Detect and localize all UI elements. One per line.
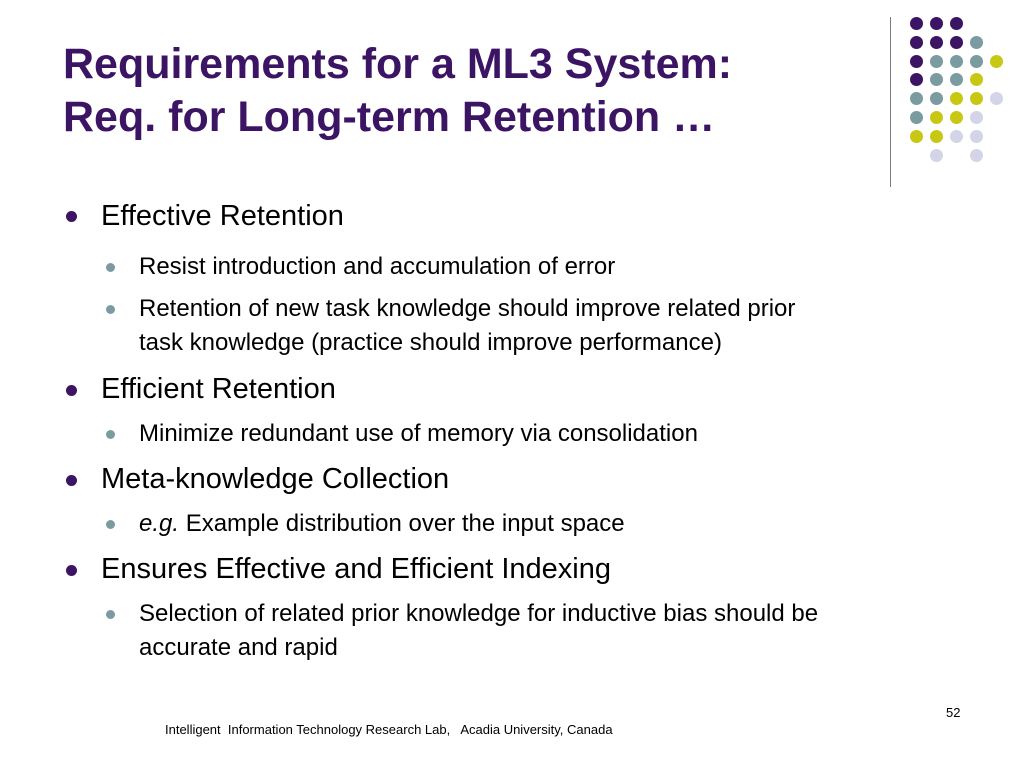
- footer-text: Intelligent Information Technology Research Lab, Acadia University, Canada: [165, 722, 613, 737]
- decorative-dot: [930, 92, 943, 105]
- decorative-dot: [970, 130, 983, 143]
- divider-line: [890, 17, 891, 187]
- decorative-dot: [970, 111, 983, 124]
- sub-bullet-line: accurate and rapid: [139, 634, 338, 661]
- decorative-dot: [930, 149, 943, 162]
- sub-bullet-line: task knowledge (practice should improve performance): [139, 329, 722, 356]
- sub-bullet-item: Minimize redundant use of memory via consolidation: [139, 420, 698, 447]
- bullet-marker: [66, 211, 77, 222]
- decorative-dot: [910, 73, 923, 86]
- decorative-dot: [950, 17, 963, 30]
- sub-bullet-item: [139, 292, 959, 360]
- bullet-marker: [66, 385, 77, 396]
- decorative-dot: [990, 55, 1003, 68]
- slide-title: [63, 38, 863, 144]
- sub-bullet-marker: [106, 305, 115, 314]
- sub-bullet-line: Selection of related prior knowledge for inductive bias should be: [139, 600, 819, 627]
- decorative-dot: [950, 111, 963, 124]
- decorative-dot: [910, 92, 923, 105]
- bullet-marker: [66, 565, 77, 576]
- bullet-marker: [66, 475, 77, 486]
- sub-bullet-marker: [106, 520, 115, 529]
- decorative-dot: [930, 17, 943, 30]
- decorative-dot: [930, 36, 943, 49]
- decorative-dot: [970, 92, 983, 105]
- decorative-dot: [910, 17, 923, 30]
- decorative-dot: [910, 111, 923, 124]
- decorative-dot: [950, 92, 963, 105]
- bullet-item: Ensures Effective and Efficient Indexing: [101, 553, 611, 585]
- decorative-dot: [910, 55, 923, 68]
- bullet-item: Efficient Retention: [101, 373, 336, 405]
- decorative-dot: [930, 130, 943, 143]
- sub-bullet-item: [139, 597, 959, 665]
- page-number: 52: [946, 705, 961, 720]
- sub-bullet-marker: [106, 610, 115, 619]
- decorative-dot: [950, 73, 963, 86]
- decorative-dot: [990, 92, 1003, 105]
- sub-bullet-item: Resist introduction and accumulation of error: [139, 253, 616, 280]
- sub-bullet-line: Retention of new task knowledge should improve related prior: [139, 295, 796, 322]
- bullet-item: Effective Retention: [101, 200, 344, 232]
- decorative-dot: [970, 149, 983, 162]
- decorative-dot: [970, 55, 983, 68]
- decorative-dot: [910, 36, 923, 49]
- decorative-dot: [930, 55, 943, 68]
- decorative-dot: [970, 73, 983, 86]
- decorative-dot: [950, 36, 963, 49]
- italic-abbrev: e.g.: [139, 510, 180, 537]
- decorative-dot: [930, 111, 943, 124]
- sub-bullet-marker: [106, 430, 115, 439]
- decorative-dot: [930, 73, 943, 86]
- sub-bullet-marker: [106, 263, 115, 272]
- decorative-dot: [910, 130, 923, 143]
- bullet-item: Meta-knowledge Collection: [101, 463, 450, 495]
- sub-bullet-item: [139, 507, 959, 541]
- decorative-dot: [950, 55, 963, 68]
- slide-title-line2: Req. for Long-term Retention …: [63, 93, 716, 141]
- decorative-dot: [970, 36, 983, 49]
- sub-bullet-text: Example distribution over the input space: [179, 510, 625, 537]
- decorative-dot: [950, 130, 963, 143]
- slide-title-line1: Requirements for a ML3 System:: [63, 40, 733, 88]
